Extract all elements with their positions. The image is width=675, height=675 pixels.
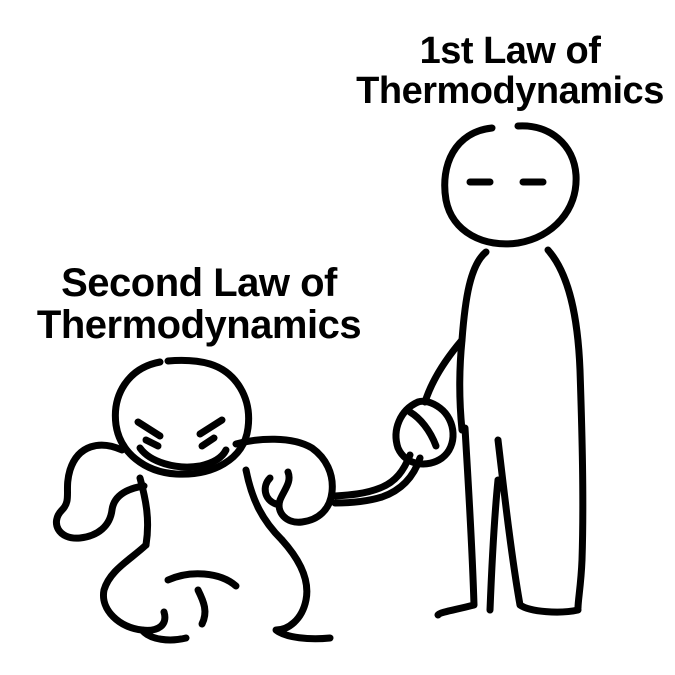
first-law-caption xyxy=(352,32,668,112)
evil-figure-left-foot xyxy=(142,630,186,640)
evil-figure-brow-right xyxy=(200,420,222,434)
tall-figure-leg-gap xyxy=(490,480,498,610)
first-law-caption-line2: Thermodynamics xyxy=(356,69,664,112)
tall-figure-hand xyxy=(396,401,453,464)
second-law-caption-line2: Thermodynamics xyxy=(36,303,362,347)
crouching-evil-figure xyxy=(56,360,332,639)
evil-figure-fist xyxy=(265,478,276,504)
tall-figure-hand-detail xyxy=(410,412,436,446)
second-law-caption xyxy=(14,262,384,346)
evil-figure-crotch xyxy=(168,574,236,586)
evil-figure-eye-left xyxy=(146,440,158,446)
evil-figure-left-leg xyxy=(103,545,164,630)
first-law-caption-line1: 1st Law of xyxy=(419,30,601,72)
tall-calm-figure xyxy=(396,126,583,615)
tall-figure-head xyxy=(445,126,576,244)
evil-figure-right-leg xyxy=(276,540,330,639)
second-law-caption-line1: Second Law of xyxy=(61,261,337,305)
evil-figure-grin xyxy=(140,448,226,467)
evil-figure-head xyxy=(115,360,248,474)
tall-figure-inner-leg xyxy=(498,440,578,612)
evil-figure-eye-right xyxy=(202,438,214,446)
evil-figure-inner-leg xyxy=(198,590,205,624)
tall-figure-right-side xyxy=(548,250,583,608)
evil-figure-brow-left xyxy=(138,422,160,436)
